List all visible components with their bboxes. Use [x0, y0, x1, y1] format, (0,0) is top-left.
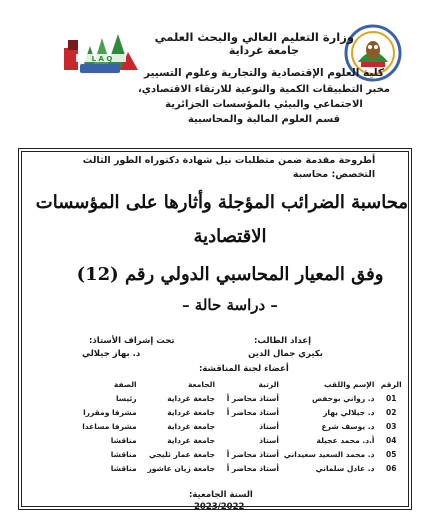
table-row [70, 433, 406, 447]
table-row [70, 461, 406, 475]
row-rank: أستاذ محاضر أ [226, 449, 279, 459]
row-role: مناقشا [110, 449, 137, 459]
header-role: الصفة [113, 380, 137, 389]
table-row [70, 419, 406, 433]
student-label: إعداد الطالب: [253, 336, 311, 346]
row-number: 01 [386, 393, 397, 403]
thesis-cover-page [14, 4, 419, 512]
row-number: 05 [386, 449, 397, 459]
ministry-name: وزارة التعليم العالي والبحث العلمي [154, 30, 354, 44]
row-university: جامعة زيان عاشور [147, 463, 216, 473]
row-role: رئيسا [115, 393, 137, 403]
header-number: الرقم [380, 380, 402, 389]
row-university: جامعة عمار ثليجي [148, 449, 216, 459]
supervisor-name: د. بهاز جيلالي [82, 349, 141, 359]
academic-year-label: السنة الجامعية: [189, 490, 253, 500]
table-row [70, 405, 406, 419]
student-name: بكيري جمال الدين [248, 349, 323, 359]
row-university: جامعة غرداية [167, 393, 216, 403]
row-university: جامعة غرداية [167, 421, 216, 431]
department-name: قسم العلوم المالية والمحاسبية [187, 114, 341, 125]
row-university: جامعة غرداية [167, 407, 216, 417]
row-name: أ.د. محمد عجيلة [316, 435, 375, 445]
lab-logo-icon [62, 26, 144, 76]
header-university: الجامعة [187, 380, 216, 389]
row-name: د. جيلالي بهاز [323, 407, 375, 417]
row-number: 02 [386, 407, 397, 417]
thesis-subtitle: أطروحة مقدمة ضمن متطلبات نيل شهادة دكتوراه الطور الثالث [82, 155, 376, 166]
row-role: مشرفا مساعدا [82, 421, 137, 431]
header-name: الإسم واللقب [323, 380, 375, 389]
row-number: 06 [386, 463, 397, 473]
specialty: التخصص: محاسبة [292, 169, 376, 180]
thesis-title-line4: – دراسة حالة – [182, 296, 278, 314]
jury-label: أعضاء لجنة المناقشة: [199, 364, 289, 374]
row-name: د. رواني بوحفص [312, 393, 375, 403]
table-row [70, 391, 406, 405]
thesis-title-line3: وفق المعيار المحاسبي الدولي رقم (12) [76, 264, 384, 285]
row-role: مناقشا [110, 435, 137, 445]
row-number: 04 [386, 435, 397, 445]
jury-table [70, 378, 406, 475]
lab-name-line1: مخبر التطبيقات الكمية والنوعية للارتقاء الاقتصادي، [138, 84, 390, 95]
row-rank: أستاذ [259, 435, 279, 445]
row-rank: أستاذ محاضر أ [226, 407, 279, 417]
row-number: 03 [386, 421, 397, 431]
header-rank: الرتبة [258, 380, 279, 389]
lab-name-line2: الاجتماعي والبيئي بالمؤسسات الجزائرية [165, 99, 363, 110]
row-rank: أستاذ [259, 421, 279, 431]
jury-table-header [70, 378, 406, 391]
row-name: د. يوسف شرع [321, 421, 375, 431]
thesis-title-line2: الاقتصادية [193, 226, 267, 247]
svg-text:L A Q: L A Q [91, 55, 113, 63]
academic-year: 2023/2022 [194, 502, 245, 512]
faculty-name: كلية العلوم الإقتصادية والتجارية وعلوم التسيير [143, 67, 385, 79]
row-role: مناقشا [110, 463, 137, 473]
row-rank: أستاذ محاضر أ [226, 463, 279, 473]
row-name: د. محمد السعيد سعيداني [283, 449, 375, 459]
thesis-title-line1: محاسبة الضرائب المؤجلة وأثارها على المؤسسات [35, 192, 408, 213]
row-role: مشرفا ومقررا [83, 407, 137, 417]
supervisor-label: تحت إشراف الأستاذ: [89, 336, 175, 346]
row-rank: أستاذ محاضر أ [226, 393, 279, 403]
row-name: د. عادل سلماني [315, 463, 375, 473]
university-name: جامعة غرداية [228, 44, 300, 57]
table-row [70, 447, 406, 461]
row-university: جامعة غرداية [167, 435, 216, 445]
